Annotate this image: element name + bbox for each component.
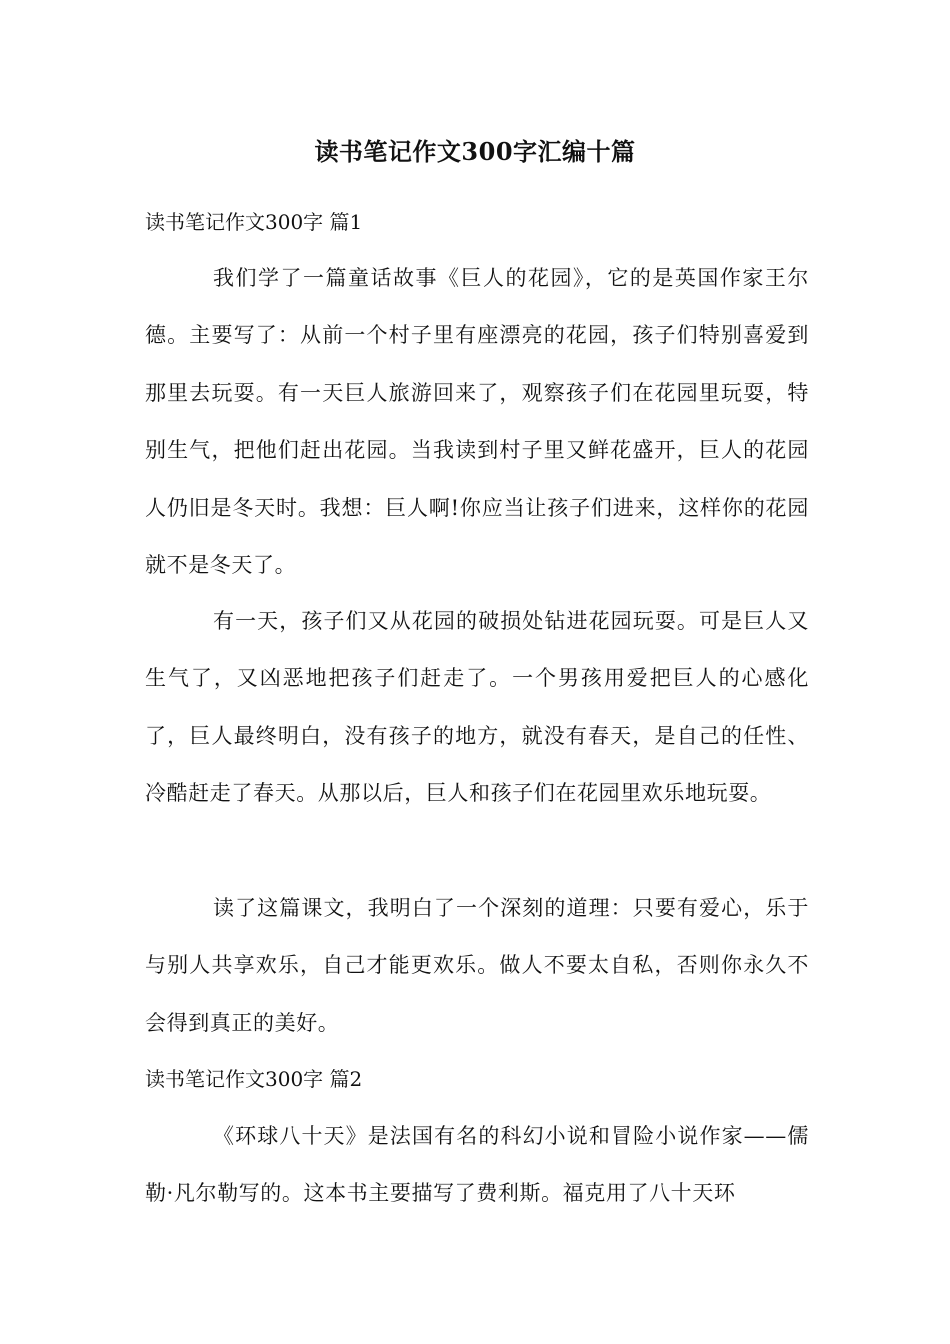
- section-2-paragraph-1: 《环球八十天》是法国有名的科幻小说和冒险小说作家——儒勒·凡尔勒写的。这本书主要描写了费利斯。福克用了八十天环: [145, 1124, 809, 1206]
- section-1-paragraph-1: 我们学了一篇童话故事《巨人的花园》，它的是英国作家王尔德。主要写了：从前一个村子里有座漂亮的花园，孩子们特别喜爱到那里去玩耍。有一天巨人旅游回来了，观察孩子们在花园里玩耍，特别生气，把他们赶出花园。当我读到村子里又鲜花盛开，巨人的花园人仍旧是冬天时。我想：巨人啊!你应当让孩子们进来，这样你的花园就不是冬天了。: [145, 266, 809, 578]
- section-heading-1: 读书笔记作文300字 篇1: [145, 210, 363, 234]
- section-1-paragraph-2: 有一天，孩子们又从花园的破损处钻进花园玩耍。可是巨人又生气了，又凶恶地把孩子们赶走了。一个男孩用爱把巨人的心感化了，巨人最终明白，没有孩子的地方，就没有春天，是自己的任性、冷酷赶走了春天。从那以后，巨人和孩子们在花园里欢乐地玩耍。: [145, 609, 809, 806]
- section-heading-2: 读书笔记作文300字 篇2: [145, 1067, 363, 1091]
- document-title: 读书笔记作文300字汇编十篇: [314, 137, 636, 166]
- section-1-paragraph-3: 读了这篇课文，我明白了一个深刻的道理：只要有爱心，乐于与别人共享欢乐，自己才能更欢乐。做人不要太自私，否则你永久不会得到真正的美好。: [145, 896, 809, 1035]
